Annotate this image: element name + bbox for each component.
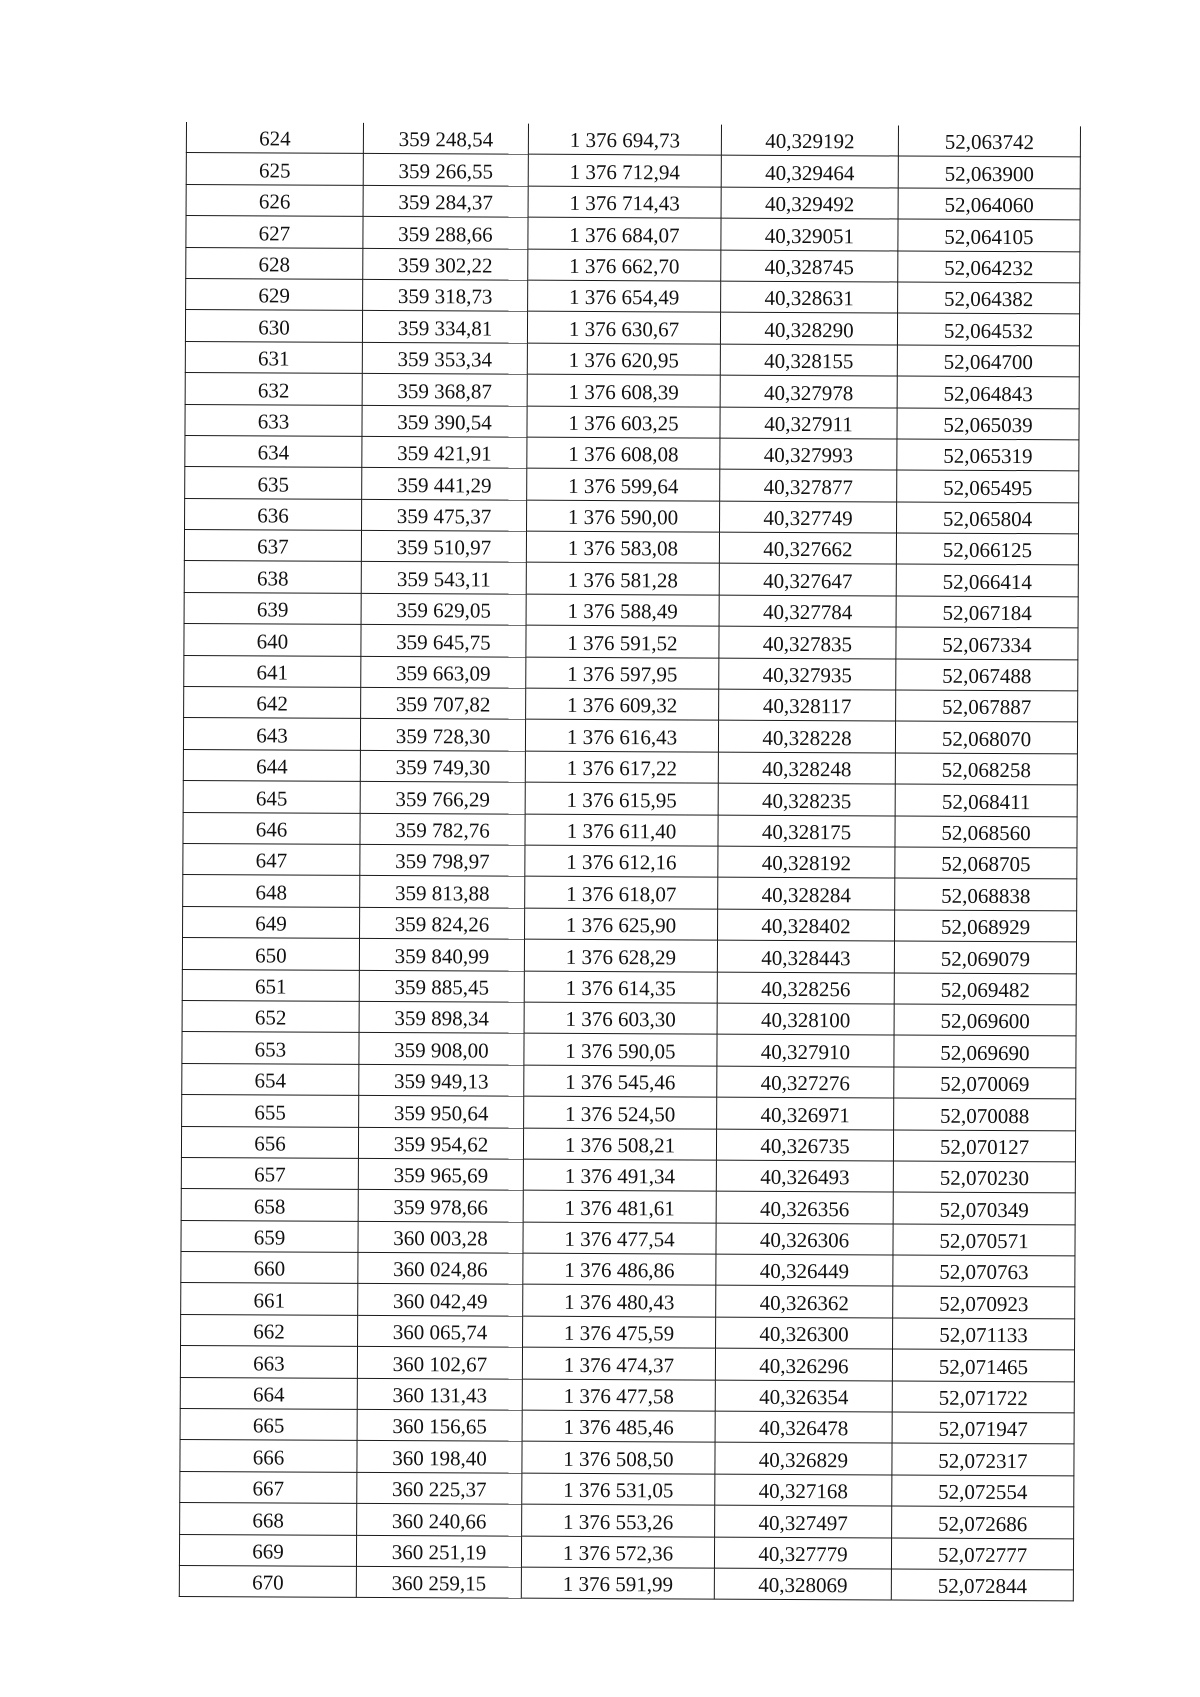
latitude-cell: 40,328284 bbox=[718, 877, 895, 909]
point-number-cell: 635 bbox=[185, 467, 362, 499]
y-coordinate-cell: 1 376 591,99 bbox=[521, 1567, 714, 1599]
y-coordinate-cell: 1 376 553,26 bbox=[522, 1504, 715, 1536]
longitude-cell: 52,070230 bbox=[893, 1161, 1075, 1193]
table-row bbox=[185, 467, 1079, 503]
table-row bbox=[179, 1534, 1073, 1570]
point-number-cell: 652 bbox=[182, 1000, 359, 1032]
x-coordinate-cell: 359 885,45 bbox=[359, 970, 524, 1002]
table-row bbox=[182, 938, 1076, 974]
longitude-cell: 52,069482 bbox=[894, 973, 1076, 1005]
x-coordinate-cell: 359 441,29 bbox=[362, 468, 527, 500]
x-coordinate-cell: 360 240,66 bbox=[357, 1504, 522, 1536]
longitude-cell: 52,068258 bbox=[895, 753, 1077, 785]
coordinate-table bbox=[179, 122, 1081, 1602]
y-coordinate-cell: 1 376 531,05 bbox=[522, 1473, 715, 1505]
table-row bbox=[186, 184, 1080, 220]
latitude-cell: 40,328175 bbox=[718, 815, 895, 847]
longitude-cell: 52,072686 bbox=[892, 1506, 1074, 1538]
latitude-cell: 40,327935 bbox=[719, 658, 896, 690]
latitude-cell: 40,328155 bbox=[720, 344, 897, 376]
table-row bbox=[185, 341, 1079, 377]
point-number-cell: 651 bbox=[182, 969, 359, 1001]
latitude-cell: 40,328192 bbox=[718, 846, 895, 878]
point-number-cell: 669 bbox=[179, 1534, 356, 1566]
y-coordinate-cell: 1 376 608,08 bbox=[527, 437, 720, 469]
point-number-cell: 657 bbox=[181, 1157, 358, 1189]
latitude-cell: 40,329192 bbox=[721, 125, 898, 157]
longitude-cell: 52,064700 bbox=[897, 345, 1079, 377]
y-coordinate-cell: 1 376 625,90 bbox=[525, 908, 718, 940]
x-coordinate-cell: 360 003,28 bbox=[358, 1221, 523, 1253]
table-row bbox=[181, 1314, 1075, 1350]
table-row bbox=[186, 278, 1080, 314]
table-row bbox=[182, 1063, 1076, 1099]
x-coordinate-cell: 359 663,09 bbox=[361, 656, 526, 688]
x-coordinate-cell: 360 225,37 bbox=[357, 1472, 522, 1504]
latitude-cell: 40,326829 bbox=[715, 1443, 892, 1475]
point-number-cell: 639 bbox=[184, 592, 361, 624]
longitude-cell: 52,070349 bbox=[893, 1192, 1075, 1224]
point-number-cell: 641 bbox=[184, 655, 361, 687]
x-coordinate-cell: 359 266,55 bbox=[363, 154, 528, 186]
y-coordinate-cell: 1 376 618,07 bbox=[525, 877, 718, 909]
table-row bbox=[182, 969, 1076, 1005]
latitude-cell: 40,327749 bbox=[720, 501, 897, 533]
coordinate-table-body bbox=[179, 122, 1080, 1601]
longitude-cell: 52,066125 bbox=[896, 533, 1078, 565]
longitude-cell: 52,069600 bbox=[894, 1004, 1076, 1036]
latitude-cell: 40,326362 bbox=[716, 1286, 893, 1318]
table-row bbox=[183, 781, 1077, 817]
y-coordinate-cell: 1 376 599,64 bbox=[527, 468, 720, 500]
point-number-cell: 645 bbox=[183, 781, 360, 813]
latitude-cell: 40,327497 bbox=[715, 1505, 892, 1537]
table-row bbox=[184, 655, 1078, 691]
x-coordinate-cell: 359 645,75 bbox=[361, 625, 526, 657]
latitude-cell: 40,326354 bbox=[715, 1380, 892, 1412]
x-coordinate-cell: 359 318,73 bbox=[363, 279, 528, 311]
y-coordinate-cell: 1 376 630,67 bbox=[527, 312, 720, 344]
latitude-cell: 40,326296 bbox=[715, 1348, 892, 1380]
table-row bbox=[185, 310, 1079, 346]
y-coordinate-cell: 1 376 486,86 bbox=[523, 1253, 716, 1285]
y-coordinate-cell: 1 376 712,94 bbox=[528, 155, 721, 187]
longitude-cell: 52,070923 bbox=[893, 1286, 1075, 1318]
y-coordinate-cell: 1 376 603,30 bbox=[524, 1002, 717, 1034]
x-coordinate-cell: 359 965,69 bbox=[358, 1158, 523, 1190]
x-coordinate-cell: 359 707,82 bbox=[361, 687, 526, 719]
point-number-cell: 667 bbox=[180, 1471, 357, 1503]
x-coordinate-cell: 360 042,49 bbox=[358, 1284, 523, 1316]
latitude-cell: 40,327647 bbox=[719, 564, 896, 596]
longitude-cell: 52,064843 bbox=[897, 376, 1079, 408]
longitude-cell: 52,070069 bbox=[894, 1067, 1076, 1099]
point-number-cell: 646 bbox=[183, 812, 360, 844]
longitude-cell: 52,068929 bbox=[895, 910, 1077, 942]
y-coordinate-cell: 1 376 662,70 bbox=[528, 249, 721, 281]
table-row bbox=[186, 216, 1080, 252]
point-number-cell: 636 bbox=[185, 498, 362, 530]
latitude-cell: 40,328228 bbox=[718, 721, 895, 753]
y-coordinate-cell: 1 376 475,59 bbox=[523, 1316, 716, 1348]
point-number-cell: 640 bbox=[184, 624, 361, 656]
y-coordinate-cell: 1 376 654,49 bbox=[528, 280, 721, 312]
longitude-cell: 52,067887 bbox=[896, 690, 1078, 722]
x-coordinate-cell: 360 198,40 bbox=[357, 1441, 522, 1473]
x-coordinate-cell: 359 950,64 bbox=[359, 1095, 524, 1127]
y-coordinate-cell: 1 376 628,29 bbox=[524, 939, 717, 971]
x-coordinate-cell: 359 510,97 bbox=[361, 530, 526, 562]
table-row bbox=[182, 1000, 1076, 1036]
table-row bbox=[183, 875, 1077, 911]
longitude-cell: 52,067488 bbox=[896, 659, 1078, 691]
longitude-cell: 52,065319 bbox=[897, 439, 1079, 471]
point-number-cell: 633 bbox=[185, 404, 362, 436]
table-row bbox=[179, 1565, 1073, 1601]
latitude-cell: 40,326356 bbox=[716, 1191, 893, 1223]
longitude-cell: 52,072317 bbox=[892, 1443, 1074, 1475]
x-coordinate-cell: 359 898,34 bbox=[359, 1001, 524, 1033]
longitude-cell: 52,069690 bbox=[894, 1035, 1076, 1067]
table-row bbox=[185, 373, 1079, 409]
x-coordinate-cell: 359 978,66 bbox=[358, 1190, 523, 1222]
y-coordinate-cell: 1 376 590,05 bbox=[524, 1033, 717, 1065]
latitude-cell: 40,329464 bbox=[721, 156, 898, 188]
longitude-cell: 52,072844 bbox=[891, 1569, 1073, 1601]
table-row bbox=[181, 1220, 1075, 1256]
point-number-cell: 659 bbox=[181, 1220, 358, 1252]
latitude-cell: 40,326735 bbox=[716, 1129, 893, 1161]
table-row bbox=[186, 153, 1080, 189]
longitude-cell: 52,065495 bbox=[897, 470, 1079, 502]
y-coordinate-cell: 1 376 477,58 bbox=[522, 1379, 715, 1411]
x-coordinate-cell: 359 248,54 bbox=[363, 123, 528, 155]
table-row bbox=[180, 1346, 1074, 1382]
point-number-cell: 638 bbox=[184, 561, 361, 593]
y-coordinate-cell: 1 376 616,43 bbox=[525, 720, 718, 752]
table-row bbox=[181, 1189, 1075, 1225]
x-coordinate-cell: 360 259,15 bbox=[356, 1566, 521, 1598]
table-row bbox=[183, 906, 1077, 942]
longitude-cell: 52,072777 bbox=[891, 1538, 1073, 1570]
latitude-cell: 40,327276 bbox=[717, 1066, 894, 1098]
x-coordinate-cell: 359 782,76 bbox=[360, 813, 525, 845]
point-number-cell: 649 bbox=[183, 906, 360, 938]
latitude-cell: 40,326300 bbox=[716, 1317, 893, 1349]
y-coordinate-cell: 1 376 614,35 bbox=[524, 971, 717, 1003]
x-coordinate-cell: 359 334,81 bbox=[362, 311, 527, 343]
point-number-cell: 662 bbox=[181, 1314, 358, 1346]
point-number-cell: 629 bbox=[186, 278, 363, 310]
x-coordinate-cell: 359 629,05 bbox=[361, 593, 526, 625]
latitude-cell: 40,329051 bbox=[721, 218, 898, 250]
latitude-cell: 40,328100 bbox=[717, 1003, 894, 1035]
longitude-cell: 52,068705 bbox=[895, 847, 1077, 879]
point-number-cell: 625 bbox=[186, 153, 363, 185]
point-number-cell: 628 bbox=[186, 247, 363, 279]
x-coordinate-cell: 359 302,22 bbox=[363, 248, 528, 280]
point-number-cell: 664 bbox=[180, 1377, 357, 1409]
table-row bbox=[184, 561, 1078, 597]
latitude-cell: 40,327877 bbox=[720, 469, 897, 501]
table-row bbox=[182, 1095, 1076, 1131]
longitude-cell: 52,066414 bbox=[896, 564, 1078, 596]
table-row bbox=[184, 624, 1078, 660]
point-number-cell: 631 bbox=[185, 341, 362, 373]
latitude-cell: 40,328290 bbox=[720, 312, 897, 344]
latitude-cell: 40,326478 bbox=[715, 1411, 892, 1443]
x-coordinate-cell: 359 475,37 bbox=[362, 499, 527, 531]
y-coordinate-cell: 1 376 620,95 bbox=[527, 343, 720, 375]
y-coordinate-cell: 1 376 611,40 bbox=[525, 814, 718, 846]
x-coordinate-cell: 359 749,30 bbox=[360, 750, 525, 782]
y-coordinate-cell: 1 376 617,22 bbox=[525, 751, 718, 783]
y-coordinate-cell: 1 376 477,54 bbox=[523, 1222, 716, 1254]
x-coordinate-cell: 359 288,66 bbox=[363, 217, 528, 249]
point-number-cell: 642 bbox=[184, 687, 361, 719]
point-number-cell: 647 bbox=[183, 843, 360, 875]
y-coordinate-cell: 1 376 474,37 bbox=[522, 1347, 715, 1379]
latitude-cell: 40,326306 bbox=[716, 1223, 893, 1255]
x-coordinate-cell: 359 421,91 bbox=[362, 436, 527, 468]
point-number-cell: 665 bbox=[180, 1409, 357, 1441]
y-coordinate-cell: 1 376 615,95 bbox=[525, 782, 718, 814]
y-coordinate-cell: 1 376 524,50 bbox=[524, 1096, 717, 1128]
table-row bbox=[181, 1283, 1075, 1319]
point-number-cell: 632 bbox=[185, 373, 362, 405]
latitude-cell: 40,328248 bbox=[718, 752, 895, 784]
longitude-cell: 52,064105 bbox=[898, 219, 1080, 251]
y-coordinate-cell: 1 376 583,08 bbox=[526, 531, 719, 563]
latitude-cell: 40,328631 bbox=[721, 281, 898, 313]
longitude-cell: 52,064232 bbox=[898, 251, 1080, 283]
longitude-cell: 52,063742 bbox=[898, 125, 1080, 157]
latitude-cell: 40,328256 bbox=[717, 972, 894, 1004]
latitude-cell: 40,326449 bbox=[716, 1254, 893, 1286]
point-number-cell: 656 bbox=[181, 1126, 358, 1158]
x-coordinate-cell: 359 824,26 bbox=[360, 907, 525, 939]
table-row bbox=[183, 843, 1077, 879]
point-number-cell: 630 bbox=[185, 310, 362, 342]
table-row bbox=[181, 1157, 1075, 1193]
point-number-cell: 654 bbox=[182, 1063, 359, 1095]
x-coordinate-cell: 359 813,88 bbox=[360, 876, 525, 908]
longitude-cell: 52,071465 bbox=[892, 1349, 1074, 1381]
table-row bbox=[185, 404, 1079, 440]
table-row bbox=[180, 1440, 1074, 1476]
point-number-cell: 644 bbox=[183, 749, 360, 781]
longitude-cell: 52,064382 bbox=[898, 282, 1080, 314]
x-coordinate-cell: 359 728,30 bbox=[360, 719, 525, 751]
y-coordinate-cell: 1 376 572,36 bbox=[521, 1536, 714, 1568]
longitude-cell: 52,064060 bbox=[898, 188, 1080, 220]
point-number-cell: 661 bbox=[181, 1283, 358, 1315]
y-coordinate-cell: 1 376 684,07 bbox=[528, 217, 721, 249]
latitude-cell: 40,328443 bbox=[717, 940, 894, 972]
point-number-cell: 663 bbox=[180, 1346, 357, 1378]
x-coordinate-cell: 359 766,29 bbox=[360, 782, 525, 814]
y-coordinate-cell: 1 376 491,34 bbox=[523, 1159, 716, 1191]
y-coordinate-cell: 1 376 612,16 bbox=[525, 845, 718, 877]
x-coordinate-cell: 359 543,11 bbox=[361, 562, 526, 594]
table-row bbox=[184, 687, 1078, 723]
latitude-cell: 40,326493 bbox=[716, 1160, 893, 1192]
table-row bbox=[180, 1377, 1074, 1413]
table-row bbox=[181, 1252, 1075, 1288]
y-coordinate-cell: 1 376 508,21 bbox=[523, 1128, 716, 1160]
x-coordinate-cell: 359 353,34 bbox=[362, 342, 527, 374]
table-row bbox=[184, 592, 1078, 628]
y-coordinate-cell: 1 376 714,43 bbox=[528, 186, 721, 218]
point-number-cell: 670 bbox=[179, 1565, 356, 1597]
point-number-cell: 668 bbox=[180, 1503, 357, 1535]
longitude-cell: 52,071133 bbox=[893, 1318, 1075, 1350]
x-coordinate-cell: 359 390,54 bbox=[362, 405, 527, 437]
x-coordinate-cell: 359 368,87 bbox=[362, 373, 527, 405]
x-coordinate-cell: 360 131,43 bbox=[357, 1378, 522, 1410]
longitude-cell: 52,070763 bbox=[893, 1255, 1075, 1287]
table-row bbox=[180, 1471, 1074, 1507]
table-row bbox=[180, 1409, 1074, 1445]
x-coordinate-cell: 359 840,99 bbox=[359, 939, 524, 971]
point-number-cell: 655 bbox=[182, 1095, 359, 1127]
latitude-cell: 40,327784 bbox=[719, 595, 896, 627]
latitude-cell: 40,326971 bbox=[717, 1097, 894, 1129]
longitude-cell: 52,068411 bbox=[895, 784, 1077, 816]
y-coordinate-cell: 1 376 508,50 bbox=[522, 1442, 715, 1474]
latitude-cell: 40,327978 bbox=[720, 375, 897, 407]
longitude-cell: 52,071947 bbox=[892, 1412, 1074, 1444]
y-coordinate-cell: 1 376 588,49 bbox=[526, 594, 719, 626]
longitude-cell: 52,068070 bbox=[895, 721, 1077, 753]
longitude-cell: 52,068838 bbox=[895, 878, 1077, 910]
x-coordinate-cell: 359 949,13 bbox=[359, 1064, 524, 1096]
latitude-cell: 40,327910 bbox=[717, 1034, 894, 1066]
table-row bbox=[185, 498, 1079, 534]
longitude-cell: 52,065804 bbox=[896, 502, 1078, 534]
longitude-cell: 52,064532 bbox=[897, 313, 1079, 345]
point-number-cell: 650 bbox=[182, 938, 359, 970]
y-coordinate-cell: 1 376 603,25 bbox=[527, 406, 720, 438]
x-coordinate-cell: 360 065,74 bbox=[358, 1315, 523, 1347]
longitude-cell: 52,071722 bbox=[892, 1381, 1074, 1413]
point-number-cell: 634 bbox=[185, 435, 362, 467]
table-row bbox=[185, 435, 1079, 471]
latitude-cell: 40,327835 bbox=[719, 626, 896, 658]
point-number-cell: 653 bbox=[182, 1032, 359, 1064]
x-coordinate-cell: 360 156,65 bbox=[357, 1409, 522, 1441]
y-coordinate-cell: 1 376 480,43 bbox=[523, 1285, 716, 1317]
latitude-cell: 40,327168 bbox=[715, 1474, 892, 1506]
latitude-cell: 40,327779 bbox=[714, 1537, 891, 1569]
x-coordinate-cell: 360 251,19 bbox=[356, 1535, 521, 1567]
point-number-cell: 660 bbox=[181, 1252, 358, 1284]
y-coordinate-cell: 1 376 609,32 bbox=[526, 688, 719, 720]
point-number-cell: 626 bbox=[186, 184, 363, 216]
point-number-cell: 627 bbox=[186, 216, 363, 248]
latitude-cell: 40,327662 bbox=[719, 532, 896, 564]
point-number-cell: 658 bbox=[181, 1189, 358, 1221]
point-number-cell: 648 bbox=[183, 875, 360, 907]
table-row bbox=[183, 749, 1077, 785]
x-coordinate-cell: 359 908,00 bbox=[359, 1033, 524, 1065]
latitude-cell: 40,328745 bbox=[721, 250, 898, 282]
y-coordinate-cell: 1 376 694,73 bbox=[528, 124, 721, 156]
table-row bbox=[181, 1126, 1075, 1162]
y-coordinate-cell: 1 376 608,39 bbox=[527, 374, 720, 406]
latitude-cell: 40,327911 bbox=[720, 407, 897, 439]
latitude-cell: 40,329492 bbox=[721, 187, 898, 219]
point-number-cell: 643 bbox=[183, 718, 360, 750]
x-coordinate-cell: 360 024,86 bbox=[358, 1252, 523, 1284]
y-coordinate-cell: 1 376 597,95 bbox=[526, 657, 719, 689]
longitude-cell: 52,072554 bbox=[892, 1475, 1074, 1507]
longitude-cell: 52,065039 bbox=[897, 407, 1079, 439]
point-number-cell: 666 bbox=[180, 1440, 357, 1472]
longitude-cell: 52,070088 bbox=[894, 1098, 1076, 1130]
longitude-cell: 52,070571 bbox=[893, 1224, 1075, 1256]
point-number-cell: 637 bbox=[184, 530, 361, 562]
latitude-cell: 40,328402 bbox=[718, 909, 895, 941]
longitude-cell: 52,067184 bbox=[896, 596, 1078, 628]
table-row bbox=[184, 530, 1078, 566]
x-coordinate-cell: 360 102,67 bbox=[357, 1347, 522, 1379]
y-coordinate-cell: 1 376 581,28 bbox=[526, 563, 719, 595]
longitude-cell: 52,067334 bbox=[896, 627, 1078, 659]
latitude-cell: 40,328235 bbox=[718, 783, 895, 815]
y-coordinate-cell: 1 376 545,46 bbox=[524, 1065, 717, 1097]
longitude-cell: 52,068560 bbox=[895, 816, 1077, 848]
table-row bbox=[183, 718, 1077, 754]
longitude-cell: 52,063900 bbox=[898, 156, 1080, 188]
latitude-cell: 40,327993 bbox=[720, 438, 897, 470]
y-coordinate-cell: 1 376 485,46 bbox=[522, 1410, 715, 1442]
x-coordinate-cell: 359 798,97 bbox=[360, 844, 525, 876]
table-row bbox=[183, 812, 1077, 848]
latitude-cell: 40,328069 bbox=[714, 1568, 891, 1600]
table-row bbox=[180, 1503, 1074, 1539]
point-number-cell: 624 bbox=[186, 122, 363, 154]
longitude-cell: 52,070127 bbox=[893, 1129, 1075, 1161]
y-coordinate-cell: 1 376 591,52 bbox=[526, 625, 719, 657]
table-row bbox=[186, 247, 1080, 283]
x-coordinate-cell: 359 284,37 bbox=[363, 185, 528, 217]
table-row bbox=[186, 122, 1080, 157]
y-coordinate-cell: 1 376 481,61 bbox=[523, 1190, 716, 1222]
latitude-cell: 40,328117 bbox=[719, 689, 896, 721]
x-coordinate-cell: 359 954,62 bbox=[358, 1127, 523, 1159]
table-row bbox=[182, 1032, 1076, 1068]
y-coordinate-cell: 1 376 590,00 bbox=[527, 500, 720, 532]
longitude-cell: 52,069079 bbox=[894, 941, 1076, 973]
